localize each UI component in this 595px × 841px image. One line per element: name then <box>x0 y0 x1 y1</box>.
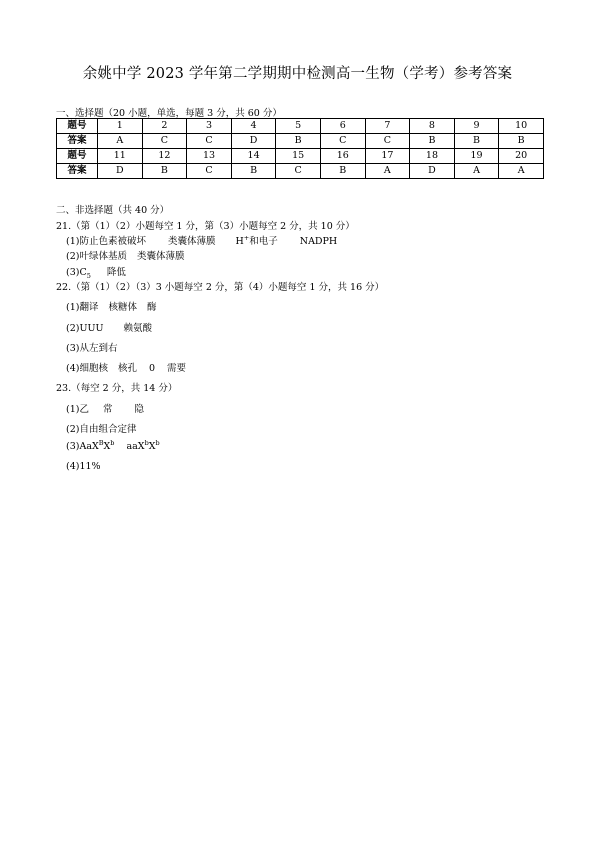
number-cell: 15 <box>276 149 321 164</box>
number-cell: 4 <box>231 119 276 134</box>
q21-answer-1 <box>66 233 337 247</box>
q21-3-blank-1: $(3)C_5$ <box>66 267 91 280</box>
q23-2-blank-1: (2)自由组合定律 <box>66 424 137 435</box>
q23-1-blank-2: 常 <box>102 404 113 415</box>
q23-heading: 23.（每空 2 分，共 14 分） <box>56 383 178 394</box>
number-cell: 3 <box>187 119 232 134</box>
answer-cell: C <box>276 164 321 179</box>
answer-cell: C <box>320 134 365 149</box>
table-row <box>57 149 544 164</box>
number-cell: 16 <box>320 149 365 164</box>
answer-cell: B <box>320 164 365 179</box>
number-cell: 12 <box>142 149 187 164</box>
q22-4-blank-1: (4)细胞核 <box>66 363 108 374</box>
number-cell: 17 <box>365 149 410 164</box>
q23-answer-2 <box>66 421 136 435</box>
number-cell: 2 <box>142 119 187 134</box>
q21-1-blank-1: (1)防止色素被破坏 <box>66 236 146 247</box>
q22-answer-2 <box>66 320 152 334</box>
answer-cell: C <box>365 134 410 149</box>
q22-answer-4 <box>66 360 186 374</box>
table-row <box>57 119 544 134</box>
answer-cell: A <box>454 164 499 179</box>
row-label-number: 题号 <box>57 119 98 134</box>
q22-4-blank-3: 0 <box>148 363 156 374</box>
answer-table <box>56 118 544 179</box>
answer-cell: D <box>410 164 455 179</box>
number-cell: 14 <box>231 149 276 164</box>
number-cell: 11 <box>98 149 143 164</box>
q22-answer-3 <box>66 340 117 354</box>
q21-2-blank-1: (2)叶绿体基质 <box>66 251 127 262</box>
page-title: 余姚中学 2023 学年第二学期期中检测高一生物（学考）参考答案 <box>82 66 513 82</box>
q23-3-blank-1: $(3)AaX^BX^b$ <box>66 438 115 452</box>
q22-1-blank-2: 核糖体 <box>108 302 137 313</box>
q23-answer-4 <box>66 461 101 472</box>
number-cell: 9 <box>454 119 499 134</box>
q21-3-blank-2: 降低 <box>106 267 126 278</box>
answer-cell: A <box>98 134 143 149</box>
q21-answer-2 <box>66 248 184 262</box>
q23-1-blank-1: (1)乙 <box>66 404 89 415</box>
q22-4-blank-4: 需要 <box>167 363 187 374</box>
row-label-answer: 答案 <box>57 134 98 149</box>
answer-cell: B <box>410 134 455 149</box>
number-cell: 20 <box>499 149 544 164</box>
answer-cell: C <box>187 164 232 179</box>
q21-2-blank-2: 类囊体薄膜 <box>136 251 185 262</box>
number-cell: 10 <box>499 119 544 134</box>
answer-cell: B <box>231 164 276 179</box>
q22-4-blank-2: 核孔 <box>117 363 137 374</box>
q21-answer-3 <box>66 264 126 278</box>
q23-3-blank-2: $aaX^bX^b$ <box>126 438 160 452</box>
table-row <box>57 134 544 149</box>
answer-cell: D <box>98 164 143 179</box>
answer-cell: C <box>142 134 187 149</box>
answer-cell: D <box>231 134 276 149</box>
number-cell: 5 <box>276 119 321 134</box>
q22-answer-1 <box>66 299 157 313</box>
row-label-number: 题号 <box>57 149 98 164</box>
number-cell: 7 <box>365 119 410 134</box>
number-cell: 8 <box>410 119 455 134</box>
q22-2-blank-2: 赖氨酸 <box>123 323 152 334</box>
answer-cell: B <box>499 134 544 149</box>
q21-1-blank-4: NADPH <box>299 236 338 247</box>
q23-answer-3 <box>66 438 160 452</box>
answer-cell: B <box>454 134 499 149</box>
answer-cell: B <box>276 134 321 149</box>
q23-answer-1 <box>66 401 144 415</box>
answer-cell: C <box>187 134 232 149</box>
answer-cell: B <box>142 164 187 179</box>
number-cell: 19 <box>454 149 499 164</box>
number-cell: 6 <box>320 119 365 134</box>
answer-cell: A <box>365 164 410 179</box>
q22-2-blank-1: (2)UUU <box>66 323 104 334</box>
section-1-heading: 一、选择题（20 小题，单选，每题 3 分，共 60 分） <box>56 108 282 119</box>
q21-1-blank-3: H+和电子 <box>235 233 278 247</box>
q21-1-blank-2: 类囊体薄膜 <box>167 236 216 247</box>
table-row <box>57 164 544 179</box>
section-2-heading: 二、非选择题（共 40 分） <box>56 205 170 216</box>
q22-3-blank-1: (3)从左到右 <box>66 343 118 354</box>
number-cell: 1 <box>98 119 143 134</box>
q22-heading: 22.（第（1）（2）（3）3 小题每空 2 分，第（4）小题每空 1 分，共 16 分） <box>56 282 385 293</box>
row-label-answer: 答案 <box>57 164 98 179</box>
q21-heading: 21.（第（1）（2）小题每空 1 分，第（3）小题每空 2 分，共 10 分） <box>56 221 355 232</box>
q23-4-blank-1: (4)11% <box>66 461 101 472</box>
number-cell: 18 <box>410 149 455 164</box>
answer-cell: A <box>499 164 544 179</box>
q23-1-blank-3: 隐 <box>134 404 144 415</box>
q22-1-blank-1: (1)翻译 <box>66 302 99 313</box>
q22-1-blank-3: 酶 <box>146 302 157 313</box>
number-cell: 13 <box>187 149 232 164</box>
